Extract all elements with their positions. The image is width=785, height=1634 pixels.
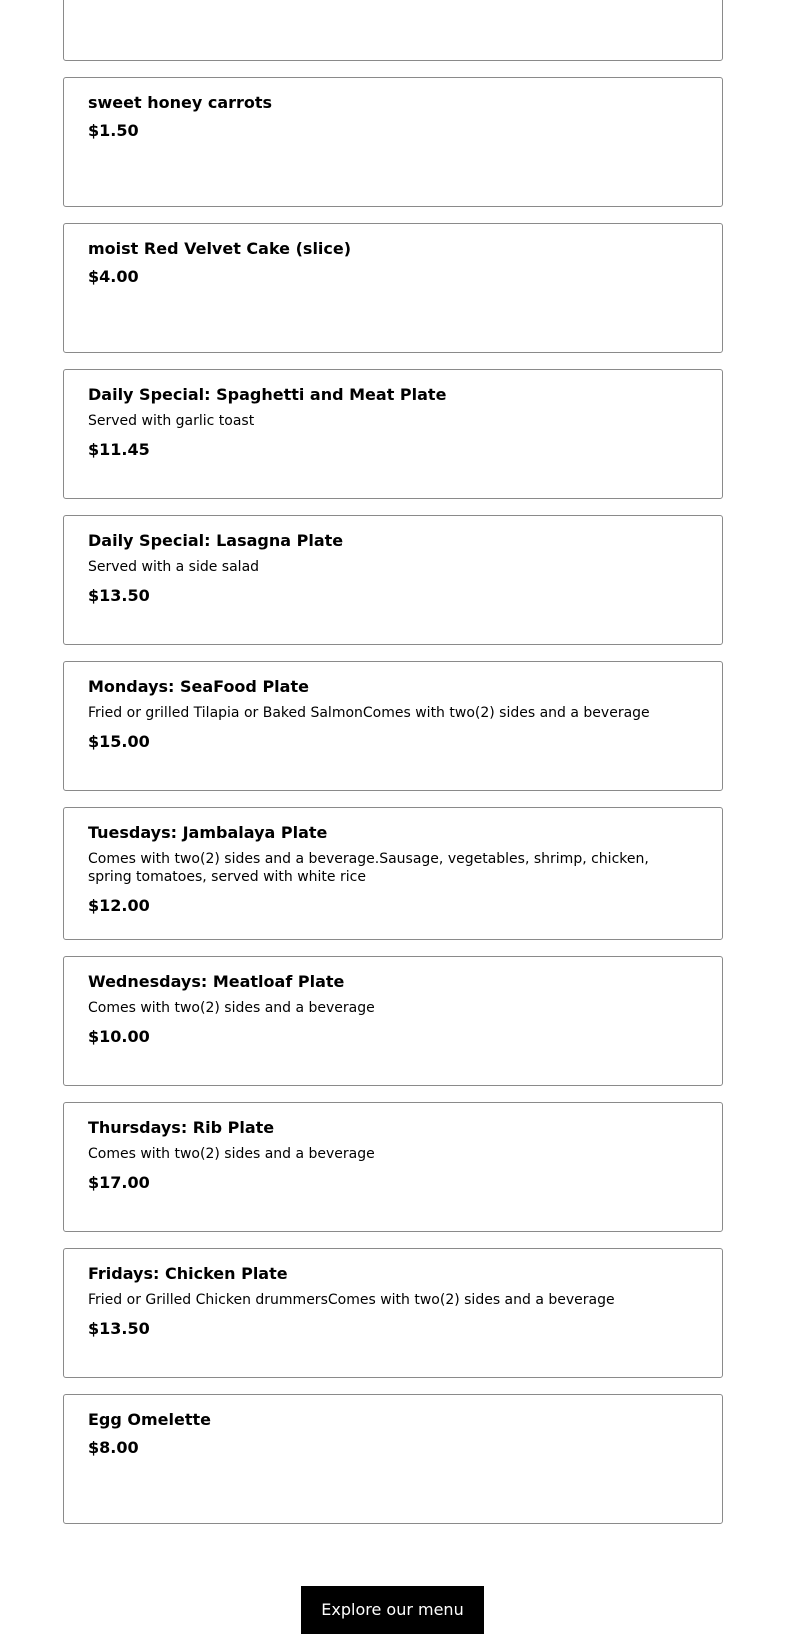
menu-item-card — [63, 807, 723, 940]
menu-item-price: $12.00 — [88, 896, 150, 915]
menu-item-price: $11.45 — [88, 440, 150, 459]
menu-item-description: Fried or grilled Tilapia or Baked SalmonComes with two(2) sides and a beverage — [88, 705, 650, 721]
menu-item-name: moist Red Velvet Cake (slice) — [88, 239, 352, 258]
menu-item-price: $4.00 — [88, 267, 139, 286]
menu-item-description: Comes with two(2) sides and a beverage — [88, 1000, 375, 1016]
menu-item-price: $13.50 — [88, 586, 150, 605]
menu-item-card — [63, 956, 723, 1086]
menu-item-card — [63, 1102, 723, 1232]
menu-item-name: Tuesdays: Jambalaya Plate — [88, 823, 328, 842]
menu-item-card — [63, 515, 723, 645]
menu-item-price: $10.00 — [88, 1027, 150, 1046]
menu-item-name: sweet honey carrots — [88, 93, 273, 112]
menu-item-card — [63, 223, 723, 353]
menu-item-price: $8.00 — [88, 1438, 139, 1457]
menu-item-price: $1.50 — [88, 121, 139, 140]
menu-item-name: Fridays: Chicken Plate — [88, 1264, 288, 1283]
menu-item-price: $13.50 — [88, 1319, 150, 1338]
menu-item-name: Daily Special: Lasagna Plate — [88, 531, 344, 550]
menu-item-description: Served with a side salad — [88, 559, 260, 575]
menu-item-description: Comes with two(2) sides and a beverage.Sausage, vegetables, shrimp, chicken, spring tomatoes, served with white rice — [88, 851, 649, 885]
menu-item-list — [63, 0, 723, 1540]
menu-item-card — [63, 0, 723, 61]
menu-item-card — [63, 369, 723, 499]
menu-item-name: Wednesdays: Meatloaf Plate — [88, 972, 345, 991]
menu-item-name: Thursdays: Rib Plate — [88, 1118, 275, 1137]
menu-item-description: Served with garlic toast — [88, 413, 255, 429]
menu-item-card — [63, 1394, 723, 1524]
menu-item-price: $15.00 — [88, 732, 150, 751]
menu-item-card — [63, 77, 723, 207]
menu-item-description: Comes with two(2) sides and a beverage — [88, 1146, 375, 1162]
menu-item-card — [63, 1248, 723, 1378]
menu-item-name: Mondays: SeaFood Plate — [88, 677, 309, 696]
explore-menu-button[interactable]: Explore our menu — [301, 1586, 484, 1634]
menu-item-name: Egg Omelette — [88, 1410, 212, 1429]
menu-item-price: $17.00 — [88, 1173, 150, 1192]
menu-item-card — [63, 661, 723, 791]
menu-item-name: Daily Special: Spaghetti and Meat Plate — [88, 385, 447, 404]
menu-item-description: Fried or Grilled Chicken drummersComes with two(2) sides and a beverage — [88, 1292, 615, 1308]
